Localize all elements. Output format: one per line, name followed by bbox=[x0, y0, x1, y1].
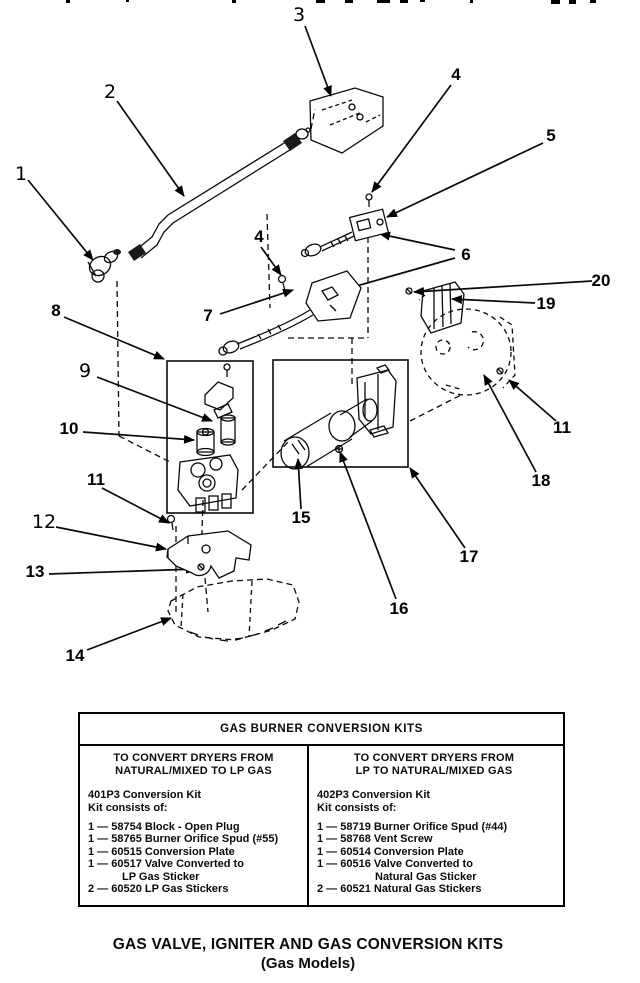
table-title: GAS BURNER CONVERSION KITS bbox=[80, 714, 563, 746]
page-caption bbox=[0, 936, 616, 972]
part-bracket-3 bbox=[310, 88, 383, 153]
kit-item-continuation: LP Gas Sticker bbox=[122, 870, 200, 883]
kit-item: 1 — 58765 Burner Orifice Spud (#55) bbox=[88, 833, 279, 846]
callout-6: 6 bbox=[461, 245, 471, 264]
kit-left-items bbox=[80, 821, 307, 895]
part-burner-housing bbox=[168, 579, 299, 641]
callout-3: 3 bbox=[292, 4, 306, 26]
kit-item-continuation: Natural Gas Sticker bbox=[375, 870, 477, 883]
callout-12: 12 bbox=[31, 511, 57, 533]
kit-item: 2 — 60520 LP Gas Stickers bbox=[88, 883, 229, 896]
part-screw-4-mid bbox=[279, 276, 286, 292]
kit-right-header bbox=[309, 752, 559, 778]
clipped-header-text bbox=[66, 0, 596, 4]
callout-15: 15 bbox=[291, 508, 311, 527]
kit-item: 1 — 58754 Block - Open Plug bbox=[88, 821, 240, 833]
callout-9: 9 bbox=[78, 360, 92, 382]
callout-19: 19 bbox=[536, 294, 556, 313]
callout-4-mid: 4 bbox=[254, 227, 264, 246]
kit-item: 1 — 60517 Valve Converted to bbox=[88, 858, 244, 871]
kit-right-header-line2: LP TO NATURAL/MIXED GAS bbox=[355, 765, 513, 777]
kit-item: 2 — 60521 Natural Gas Stickers bbox=[317, 883, 482, 896]
callout-11-left: 11 bbox=[87, 470, 105, 489]
callout-20: 20 bbox=[591, 271, 611, 290]
part-burner-cover bbox=[421, 309, 515, 395]
kit-right-name: 402P3 Conversion Kit bbox=[317, 789, 431, 801]
part-screw-11-right bbox=[497, 368, 503, 374]
kit-right-header-line1: TO CONVERT DRYERS FROM bbox=[353, 752, 515, 764]
callout-11-right: 11 bbox=[553, 418, 571, 437]
callout-16: 16 bbox=[389, 599, 409, 618]
callout-13: 13 bbox=[25, 562, 45, 581]
caption-subtitle: (Gas Models) bbox=[260, 955, 356, 972]
kit-left-intro: Kit consists of: bbox=[88, 801, 168, 814]
kit-left-header bbox=[80, 752, 307, 778]
part-screw-20 bbox=[406, 288, 412, 294]
kit-left-header-line2: NATURAL/MIXED TO LP GAS bbox=[115, 765, 272, 777]
kit-left-header-line1: TO CONVERT DRYERS FROM bbox=[113, 752, 274, 764]
callout-8: 8 bbox=[51, 301, 61, 320]
callout-14: 14 bbox=[65, 646, 85, 665]
part-igniter bbox=[219, 271, 361, 355]
kit-left-name: 401P3 Conversion Kit bbox=[88, 789, 202, 801]
callout-1: 1 bbox=[14, 163, 28, 185]
callout-4-top: 4 bbox=[451, 65, 461, 84]
callout-10: 10 bbox=[59, 419, 79, 438]
part-flame-switch bbox=[302, 209, 389, 258]
kit-item: 1 — 58719 Burner Orifice Spud (#44) bbox=[317, 821, 508, 833]
kit-item: 1 — 60516 Valve Converted to bbox=[317, 858, 473, 871]
kit-item: 1 — 60514 Conversion Plate bbox=[317, 845, 464, 858]
caption-title: GAS VALVE, IGNITER AND GAS CONVERSION KITS bbox=[112, 936, 504, 953]
part-screw-16 bbox=[336, 446, 343, 453]
callout-7: 7 bbox=[203, 306, 213, 325]
gas-burner-conversion-kits-table bbox=[78, 712, 565, 907]
callout-5: 5 bbox=[546, 126, 556, 145]
kit-right-items bbox=[309, 821, 559, 895]
part-gas-valve-group-box bbox=[167, 361, 253, 513]
kit-column-lp bbox=[80, 746, 307, 905]
kit-item: 1 — 58768 Vent Screw bbox=[317, 833, 433, 846]
part-valve-bracket bbox=[167, 531, 251, 578]
callout-2: 2 bbox=[103, 81, 117, 103]
kit-item: 1 — 60515 Conversion Plate bbox=[88, 845, 235, 858]
part-screw-4-top bbox=[366, 194, 372, 207]
callout-17: 17 bbox=[459, 547, 479, 566]
kit-right-intro: Kit consists of: bbox=[317, 801, 397, 814]
part-gas-supply-pipe bbox=[128, 128, 310, 261]
part-pipe-elbow bbox=[86, 249, 121, 282]
phantom-lines bbox=[117, 109, 463, 616]
callout-18: 18 bbox=[531, 471, 551, 490]
kit-column-natural bbox=[307, 746, 559, 905]
